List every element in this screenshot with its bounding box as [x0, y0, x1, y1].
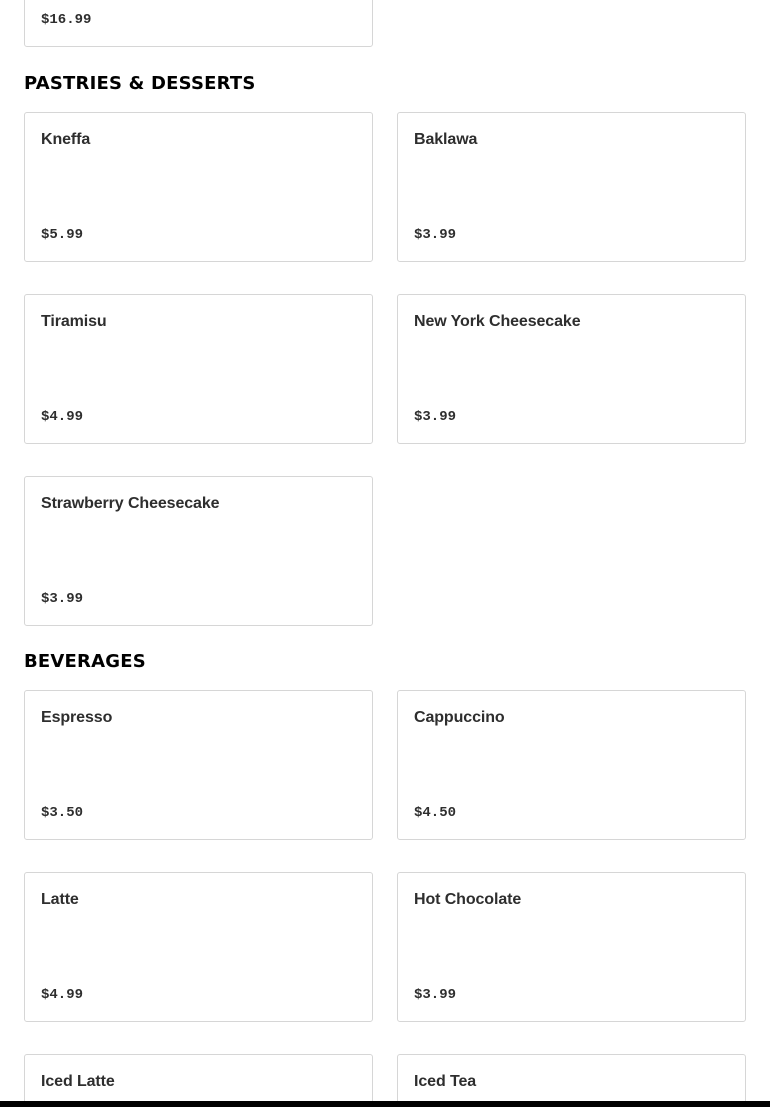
menu-item-card-strawberry-cheesecake[interactable]: [24, 476, 373, 626]
section-title-pastries-desserts: PASTRIES & DESSERTS: [24, 73, 256, 94]
menu-item-card-tiramisu[interactable]: [24, 294, 373, 444]
menu-item-name: Latte: [41, 891, 79, 908]
menu-item-name: Espresso: [41, 709, 113, 726]
menu-item-name: Hot Chocolate: [414, 891, 522, 908]
menu-item-name: Strawberry Cheesecake: [41, 495, 220, 512]
menu-item-name: Kneffa: [41, 131, 91, 148]
menu-item-price: $3.99: [414, 227, 457, 243]
menu-item-name: New York Cheesecake: [414, 313, 581, 330]
menu-item-price: $16.99: [41, 12, 92, 28]
menu-item-card-baklawa[interactable]: [397, 112, 746, 262]
menu-item-price: $4.50: [414, 805, 457, 821]
menu-item-price: $3.99: [41, 591, 84, 607]
menu-item-card-hot-chocolate[interactable]: [397, 872, 746, 1022]
menu-item-card-cappuccino[interactable]: [397, 690, 746, 840]
menu-item-price: $3.99: [414, 409, 457, 425]
menu-item-card-new-york-cheesecake[interactable]: [397, 294, 746, 444]
menu-item-name: Tiramisu: [41, 313, 107, 330]
menu-item-price: $4.99: [41, 409, 84, 425]
menu-item-card-latte[interactable]: [24, 872, 373, 1022]
menu-item-card-iced-tea[interactable]: [397, 1054, 746, 1107]
menu-item-card-espresso[interactable]: [24, 690, 373, 840]
menu-item-name: Iced Tea: [414, 1073, 477, 1090]
menu-item-name: Baklawa: [414, 131, 478, 148]
menu-item-name: Cappuccino: [414, 709, 505, 726]
section-title-beverages: BEVERAGES: [24, 651, 146, 672]
menu-item-card-iced-latte[interactable]: [24, 1054, 373, 1107]
menu-item-name: Iced Latte: [41, 1073, 115, 1090]
menu-item-card[interactable]: [24, 0, 373, 47]
menu-item-price: $3.99: [414, 987, 457, 1003]
bottom-bar: [0, 1101, 770, 1107]
menu-item-price: $4.99: [41, 987, 84, 1003]
menu-item-price: $5.99: [41, 227, 84, 243]
menu-item-price: $3.50: [41, 805, 84, 821]
menu-item-card-kneffa[interactable]: [24, 112, 373, 262]
